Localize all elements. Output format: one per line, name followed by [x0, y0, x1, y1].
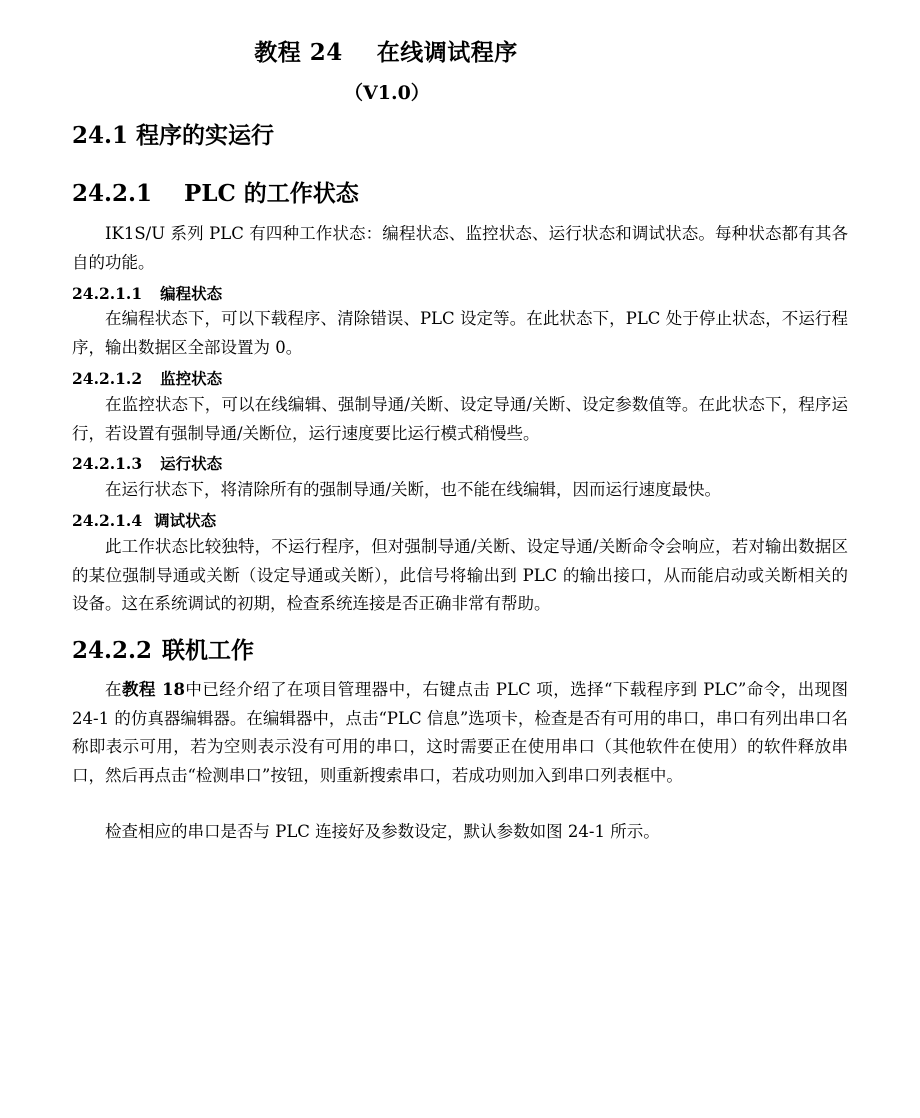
paragraph-debug-state: 此工作状态比较独特，不运行程序，但对强制导通/关断、设定导通/关断命令会响应，若对输出数据区的某位强制导通或关断（设定导通或关断），此信号将输出到 PLC 的输出接口，从而能启动或关断相关的设备。这在系统调试的初期，检查系统连接是否正确非常有帮助。 [72, 537, 848, 613]
paragraph-run-state: 在运行状态下，将清除所有的强制导通/关断，也不能在线编辑，因而运行速度最快。 [105, 480, 722, 499]
document-version: （V1.0） [344, 82, 430, 104]
heading-24-1: 24.1 程序的实运行 [72, 122, 275, 149]
heading-number: 24.2.2 [72, 637, 153, 664]
paragraph-online-work [72, 676, 848, 790]
heading-24-2-2 [72, 632, 254, 665]
heading-number: 24.2.1.4 [72, 511, 143, 530]
heading-text: 运行状态 [160, 454, 223, 473]
paragraph-check-port: 检查相应的串口是否与 PLC 连接好及参数设定，默认参数如图 24-1 所示。 [105, 822, 660, 841]
heading-text: 编程状态 [160, 284, 223, 303]
paragraph-work-states-intro: IK1S/U 系列 PLC 有四种工作状态：编程状态、监控状态、运行状态和调试状态。每种状态都有其各自的功能。 [72, 224, 848, 272]
tutorial-name: 在线调试程序 [376, 39, 518, 66]
heading-24-2-1-1 [72, 282, 222, 304]
heading-number: 24.2.1 [72, 180, 153, 207]
heading-text: 监控状态 [160, 369, 223, 388]
heading-text: 联机工作 [162, 637, 255, 664]
heading-24-2-1-4 [72, 509, 216, 531]
text-run: 在 [105, 680, 122, 699]
document-title [0, 34, 772, 67]
heading-24-2-1-2 [72, 367, 222, 389]
paragraph-monitor-state: 在监控状态下，可以在线编辑、强制导通/关断、设定导通/关断、设定参数值等。在此状态下，程序运行，若设置有强制导通/关断位，运行速度要比运行模式稍慢些。 [72, 395, 848, 443]
heading-24-2-1 [72, 175, 359, 208]
heading-24-2-1-3 [72, 452, 222, 474]
tutorial-reference: 教程 18 [121, 680, 185, 699]
heading-number: 24.2.1.3 [72, 454, 143, 473]
heading-number: 24.2.1.1 [72, 284, 143, 303]
heading-text: 调试状态 [154, 511, 217, 530]
heading-number: 24.2.1.2 [72, 369, 143, 388]
paragraph-program-state: 在编程状态下，可以下载程序、清除错误、PLC 设定等。在此状态下，PLC 处于停止状态，不运行程序，输出数据区全部设置为 0。 [72, 309, 848, 357]
heading-text: PLC 的工作状态 [184, 180, 359, 207]
tutorial-number: 教程 24 [254, 39, 343, 66]
text-run: 中已经介绍了在项目管理器中，右键点击 PLC 项，选择“下载程序到 PLC”命令，出现图 24-1 的仿真器编辑器。在编辑器中，点击“PLC 信息”选项卡，检查是否有可用的串口，串口有列出串口名称即表示可用，若为空则表示没有可用的串口，这时需要正在使用串口（其他软件在使用）的软件释放串口，然后再点击“检测串口”按钮，则重新搜索串口，若成功则加入到串口列表框中。 [72, 680, 848, 785]
